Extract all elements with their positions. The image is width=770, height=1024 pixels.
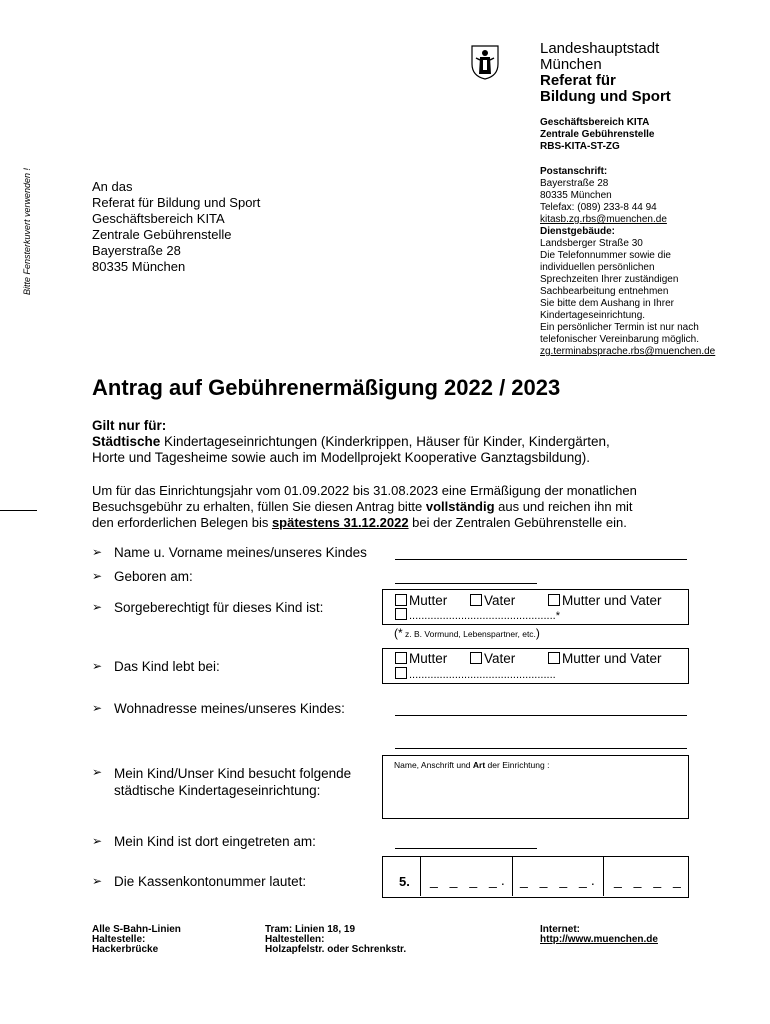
footer-internet: Internet: http://www.muenchen.de: [540, 924, 658, 945]
lives-mother-option[interactable]: Mutter: [395, 651, 447, 666]
checkbox-icon: [548, 652, 560, 664]
custody-label: Sorgeberechtigt für dieses Kind ist:: [114, 600, 324, 615]
recipient-address: An das Referat für Bildung und Sport Geschäftsbereich KITA Zentrale Gebührenstelle Bayerstraße 28 80335 München: [92, 179, 261, 274]
birthdate-label: Geboren am:: [114, 569, 193, 584]
facility-label: Mein Kind/Unser Kind besucht folgende städtische Kindertageseinrichtung:: [114, 766, 352, 798]
account-divider: [420, 856, 421, 896]
bullet-arrow-icon: ➢: [92, 874, 103, 888]
account-segment-3: _ _ _ _: [614, 872, 685, 888]
bullet-arrow-icon: ➢: [92, 834, 103, 848]
website-link[interactable]: http://www.muenchen.de: [540, 934, 658, 945]
birthdate-field[interactable]: [395, 583, 537, 584]
checkbox-icon: [470, 594, 482, 606]
footer-sbahn: Alle S-Bahn-Linien Haltestelle: Hackerbrücke: [92, 924, 181, 955]
bullet-arrow-icon: ➢: [92, 569, 103, 583]
lives-father-option[interactable]: Vater: [470, 651, 515, 666]
intro-paragraph: Um für das Einrichtungsjahr vom 01.09.2022 bis 31.08.2023 eine Ermäßigung der monatlichen Besuchsgebühr zu erhalten, füllen Sie diesen Antrag bitte vollständig aus und reichen ihn mit den erforderlichen Belegen bis spätestens 31.12.2022 bei der Zentralen Gebührenstelle ein.: [92, 483, 637, 530]
unit-info: Geschäftsbereich KITA Zentrale Gebührenstelle RBS-KITA-ST-ZG: [540, 117, 655, 152]
footer-tram: Tram: Linien 18, 19 Haltestellen: Holzapfelstr. oder Schrenkstr.: [265, 924, 407, 955]
entry-date-label: Mein Kind ist dort eingetreten am:: [114, 834, 316, 849]
lives-both-option[interactable]: Mutter und Vater: [548, 651, 662, 666]
account-segment-1: _ _ _ _.: [430, 872, 509, 888]
checkbox-icon: [470, 652, 482, 664]
side-note: Bitte Fensterkuvert verwenden !: [22, 167, 32, 295]
email-link[interactable]: kitasb.zg.rbs@muenchen.de: [540, 214, 667, 225]
home-address-field-2[interactable]: [395, 748, 687, 749]
custody-father-option[interactable]: Vater: [470, 593, 515, 608]
lives-with-label: Das Kind lebt bei:: [114, 659, 220, 674]
child-name-field[interactable]: [395, 559, 687, 560]
checkbox-icon: [395, 652, 407, 664]
lives-other-option[interactable]: ................................................: [395, 667, 556, 681]
account-divider: [603, 856, 604, 896]
account-segment-2: _ _ _ _.: [520, 872, 599, 888]
bullet-arrow-icon: ➢: [92, 600, 103, 614]
bullet-arrow-icon: ➢: [92, 659, 103, 673]
org-header: Landeshauptstadt München Referat für Bildung und Sport: [540, 40, 671, 105]
fold-mark: [0, 510, 37, 511]
facility-hint: Name, Anschrift und Art der Einrichtung :: [394, 760, 550, 770]
bullet-arrow-icon: ➢: [92, 701, 103, 715]
home-address-field-1[interactable]: [395, 715, 687, 716]
custody-mother-option[interactable]: Mutter: [395, 593, 447, 608]
account-prefix: 5.: [399, 874, 410, 889]
entry-date-field[interactable]: [395, 848, 537, 849]
bullet-arrow-icon: ➢: [92, 545, 103, 559]
page-title: Antrag auf Gebührenermäßigung 2022 / 2023: [92, 375, 561, 400]
appointment-email-link[interactable]: zg.terminabsprache.rbs@muenchen.de: [540, 346, 716, 357]
checkbox-icon: [395, 608, 407, 620]
checkbox-icon: [548, 594, 560, 606]
custody-note: (* z. B. Vormund, Lebenspartner, etc.): [394, 626, 540, 640]
contact-block: Postanschrift: Bayerstraße 28 80335 München Telefax: (089) 233-8 44 94 kitasb.zg.rbs@muenchen.de Dienstgebäude: Landsberger Straße 30 Die Telefonnummer sowie die individuellen persönlichen Sprechzeiten Ihrer zuständigen Sachbearbeitung entnehmen Sie bitte dem Aushang in Ihrer Kindertageseinrichtung. Ein persönlicher Termin ist nur nach telefonischer Vereinbarung möglich. zg.terminabsprache.rbs@muenchen.de: [540, 166, 716, 357]
checkbox-icon: [395, 667, 407, 679]
account-number-label: Die Kassenkontonummer lautet:: [114, 874, 307, 889]
munich-crest-icon: [470, 44, 500, 80]
custody-both-option[interactable]: Mutter und Vater: [548, 593, 662, 608]
custody-other-option[interactable]: ................................................*: [395, 608, 560, 622]
bullet-arrow-icon: ➢: [92, 765, 103, 779]
checkbox-icon: [395, 594, 407, 606]
home-address-label: Wohnadresse meines/unseres Kindes:: [114, 701, 345, 716]
child-name-label: Name u. Vorname meines/unseres Kindes: [114, 545, 367, 560]
scope-section: Gilt nur für: Städtische Kindertageseinrichtungen (Kinderkrippen, Häuser für Kinder, Kindergärten, Horte und Tagesheime sowie auch im Modellprojekt Kooperative Ganztagsbildung).: [92, 418, 610, 465]
account-divider: [512, 856, 513, 896]
